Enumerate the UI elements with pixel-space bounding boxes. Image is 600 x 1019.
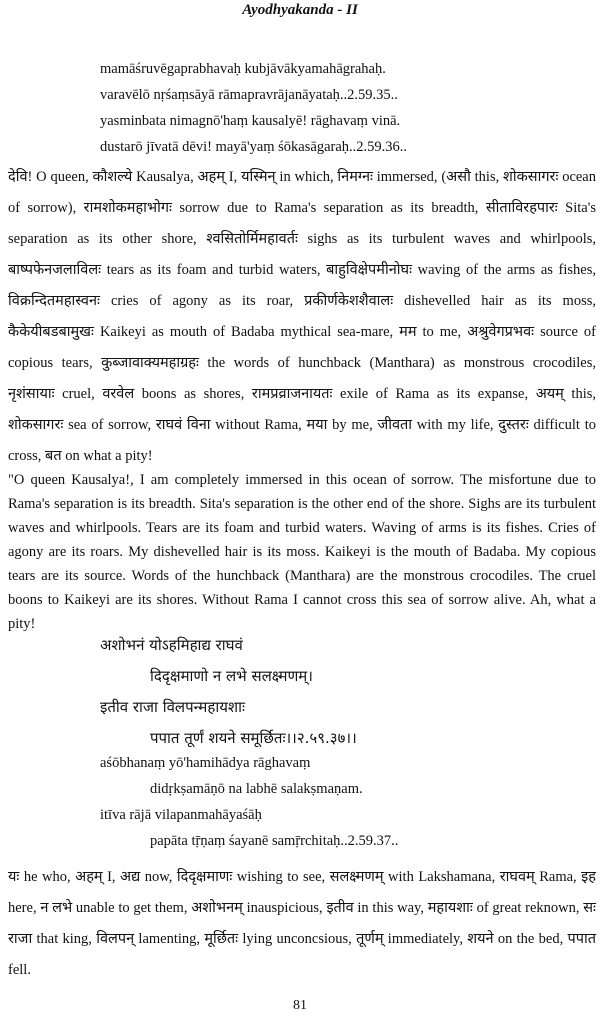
- verse-devanagari-37: [100, 630, 580, 754]
- verse-line: दिदृक्षमाणो न लभे सलक्ष्मणम्।: [150, 667, 313, 685]
- verse-line: didṛkṣamāṇō na labhē salakṣmaṇam.: [150, 781, 363, 797]
- verse-line: itīva rājā vilapanmahāyaśāḥ: [100, 807, 262, 823]
- verse-line: dustarō jīvatā dēvi! mayā'yaṃ śōkasāgaraḥ..2.59.36..: [100, 139, 408, 155]
- word-gloss-paragraph: यः he who, अहम् I, अद्य now, दिदृक्षमाणः wishing to see, सलक्ष्मणम् with Lakshamana, राघवम् Rama, इह here, न लभे unable to get them, अशोभनम् inauspicious, इतीव in this way, महायशाः of great reknown, सः राजा that king, विलपन् lamenting, मूर्छितः lying unconcsious, तूर्णम् immediately, शयने on the bed, पपात fell.: [8, 869, 596, 978]
- verse-line: अशोभनं योऽहमिहाद्य राघवं: [100, 636, 243, 654]
- verse-line: papāta tṝṇaṃ śayanē samṝrchitaḥ..2.59.37..: [150, 833, 399, 849]
- verse-line: varavēlō nṛśaṃsāyā rāmapravrājanāyataḥ..2.59.35..: [100, 87, 398, 103]
- running-head: Ayodhyakanda - II: [242, 2, 358, 18]
- verse-line: इतीव राजा विलपन्महायशाः: [100, 698, 246, 716]
- word-gloss-paragraph: देवि! O queen, कौशल्ये Kausalya, अहम् I, यस्मिन् in which, निमग्नः immersed, (असौ this, शोकसागरः ocean of sorrow), रामशोकमहाभोगः sorrow due to Rama's separation as its breadth, सीताविरहपारः Sita's separation as its other shore, श्वसितोर्मिमहावर्तः sighs as its turbulent waves and whirlpools, बाष्पफेनजलाविलः tears as its foam and turbid waters, बाहुविक्षेपमीनोघः waving of the arms as fishes, विक्रन्दितमहास्वनः cries of agony as its roar, प्रकीर्णकेशशैवालः dishevelled hair as its moss, कैकेयीबडबामुखः Kaikeyi as mouth of Badaba mythical sea-mare, मम to me, अश्रुवेगप्रभवः source of copious tears, कुब्जावाक्यमहाग्रहः the words of hunchback (Manthara) as monstrous crocodiles, नृशंसायाः cruel, वरवेल boons as shores, रामप्रव्राजनायतः exile of Rama as its expanse, अयम् this, शोकसागरः sea of sorrow, राघवं विना without Rama, मया by me, जीवता with my life, दुस्तरः difficult to cross, बत on what a pity!: [8, 169, 596, 464]
- translation-paragraph: "O queen Kausalya!, I am completely immersed in this ocean of sorrow. The misfortune due to Rama's separation is its breadth. Sita's separation is the other end of the shore. Sighs are its turbulent waves and whirlpools. Tears are its foam and turbid waters. Waving of arms is its fishes. Cries of agony are its roars. My dishevelled hair is its moss. Kaikeyi is the mouth of Badaba. My copious tears are its source. Words of the hunchback (Manthara) are the monstrous crocodiles. The cruel boons to Kaikeyi are its shores. Without Rama I cannot cross this sea of sorrow alive. Ah, what a pity!: [8, 472, 596, 632]
- verse-transliteration-37: [100, 750, 580, 854]
- verse-transliteration-35-36: [100, 56, 580, 160]
- verse-line: yasminbata nimagnō'haṃ kausalyē! rāghavaṃ vinā.: [100, 113, 401, 129]
- verse-line: aśōbhanaṃ yō'hamihādya rāghavaṃ: [100, 755, 311, 771]
- page-number: 81: [293, 998, 307, 1013]
- verse-line: पपात तूर्णं शयने समूर्छितः।।२.५९.३७।।: [150, 729, 357, 747]
- verse-line: mamāśruvēgaprabhavaḥ kubjāvākyamahāgrahaḥ.: [100, 61, 386, 77]
